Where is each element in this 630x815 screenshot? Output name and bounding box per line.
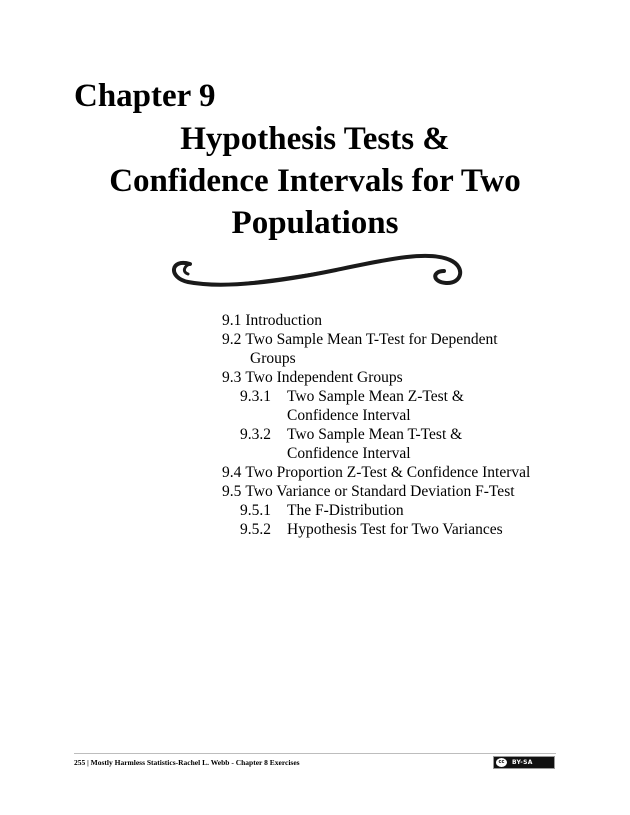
toc-item-text: Two Variance or Standard Deviation F-Test [245,483,515,500]
chapter-label: Chapter 9 [74,78,216,114]
flourish-swash-icon [166,244,466,296]
toc-subitem [222,501,582,520]
toc-item-number: 9.5.2 [240,521,271,538]
toc-item [222,463,582,482]
toc-item-number: 9.4 [222,464,242,481]
table-of-contents [222,311,582,539]
footer-divider [74,753,556,754]
toc-item-text: Two Independent Groups [245,369,403,386]
creative-commons-icon [493,756,555,769]
toc-subitem [222,520,582,539]
toc-item-text: Two Proportion Z-Test & Confidence Interval [245,464,531,481]
toc-item-continuation: Confidence Interval [287,445,411,462]
toc-item-text: The F-Distribution [287,502,404,519]
toc-item-continuation: Confidence Interval [287,407,411,424]
toc-item-number: 9.2 [222,331,242,348]
toc-item-number: 9.3 [222,369,242,386]
toc-item-text: Two Sample Mean T-Test for Dependent [245,331,498,348]
license-terms: BY-SA [512,759,533,766]
toc-item [222,482,582,501]
toc-item-number: 9.5.1 [240,502,271,519]
chapter-title [60,118,570,244]
toc-subitem [222,425,582,444]
chapter-title-line: Hypothesis Tests & [180,121,450,157]
chapter-title-line: Confidence Intervals for Two [109,163,521,199]
toc-item [222,368,582,387]
page-footer: 255 | Mostly Harmless Statistics-Rachel L. Webb - Chapter 8 Exercises [74,758,300,767]
toc-item [222,311,582,330]
toc-item-text: Two Sample Mean Z-Test & [287,388,464,405]
toc-item [222,330,582,349]
toc-item-text: Two Sample Mean T-Test & [287,426,463,443]
toc-item-number: 9.1 [222,312,242,329]
cc-symbol: cc [496,758,507,767]
toc-item-number: 9.3.1 [240,388,271,405]
toc-item-continuation: Groups [250,350,296,367]
toc-item-text: Hypothesis Test for Two Variances [287,521,503,538]
toc-item-number: 9.5 [222,483,242,500]
chapter-title-line: Populations [231,205,399,241]
toc-subitem [222,387,582,406]
toc-item-number: 9.3.2 [240,426,271,443]
toc-item-text: Introduction [245,312,322,329]
